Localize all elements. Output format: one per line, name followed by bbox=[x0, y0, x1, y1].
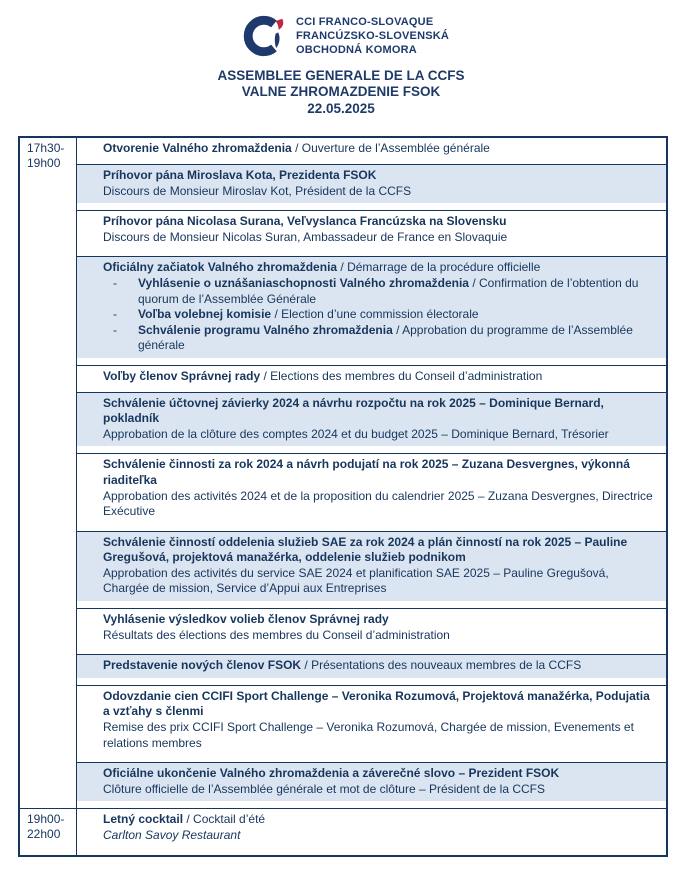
bullet-marker: - bbox=[113, 322, 117, 337]
agenda-row-official-start bbox=[77, 256, 666, 365]
agenda-row-new-members bbox=[77, 654, 666, 685]
bullet-slovak: Vyhlásenie o uznášaniaschopnosti Valného zhromaždenia bbox=[138, 275, 469, 290]
agenda-row-opening bbox=[77, 138, 666, 164]
agenda-item bbox=[77, 532, 666, 601]
agenda-item-slovak: Vyhlásenie výsledkov volieb členov Správnej rady bbox=[103, 612, 389, 627]
event-date: 22.05.2025 bbox=[307, 100, 375, 116]
bullet-text bbox=[138, 276, 656, 307]
event-title-sk: VALNE ZHROMAZDENIE FSOK bbox=[241, 84, 441, 100]
bullet-item-quorum bbox=[113, 276, 656, 307]
time-end: 19h00 bbox=[27, 155, 61, 170]
bullet-text bbox=[138, 323, 656, 354]
agenda-item-french: / Présentations des nouveaux membres de la CCFS bbox=[304, 658, 582, 673]
time-start: 17h30- bbox=[27, 141, 65, 156]
bullet-french: / Election d’une commission électorale bbox=[274, 307, 479, 322]
agenda-item-french: Approbation de la clôture des comptes 2024 et du budget 2025 – Dominique Bernard, Trésorier bbox=[103, 426, 609, 441]
agenda-item-slovak: Predstavenie nových členov FSOK bbox=[103, 658, 302, 673]
agenda-group-evening-session bbox=[20, 138, 666, 808]
bullet-slovak: Schválenie programu Valného zhromaždenia bbox=[138, 322, 393, 337]
agenda-item-french: / Ouverture de l’Assemblée générale bbox=[295, 141, 490, 156]
bullet-text bbox=[138, 307, 656, 323]
agenda-row-election-results bbox=[77, 608, 666, 654]
agenda-item-french: Discours de Monsieur Miroslav Kot, Président de la CCFS bbox=[103, 183, 412, 198]
agenda-row-closing bbox=[77, 762, 666, 808]
agenda-row-president-speech bbox=[77, 164, 666, 210]
agenda-row-activities-approval bbox=[77, 453, 666, 530]
agenda-item bbox=[77, 763, 666, 801]
logo-line-3: OBCHODNÁ KOMORA bbox=[295, 44, 417, 57]
bullet-item-commission bbox=[113, 307, 656, 323]
bullet-french: / Confirmation de l’obtention du quorum de l’Assemblée Générale bbox=[138, 275, 639, 306]
agenda-item-slovak: Príhovor pána Miroslava Kota, Prezidenta FSOK bbox=[103, 168, 377, 182]
agenda-item-french: Approbation des activités 2024 et de la proposition du calendrier 2025 – Zuzana Desvergnes, Directrice Exécutive bbox=[103, 488, 653, 519]
agenda-item bbox=[77, 454, 666, 523]
agenda-item-slovak: Príhovor pána Nicolasa Surana, Veľvyslanca Francúzska na Slovensku bbox=[103, 214, 507, 229]
bullet-item-programme bbox=[113, 323, 656, 354]
agenda-item-french: Remise des prix CCIFI Sport Challenge – Veronika Rozumová, Chargée de mission, Evenements et relations membres bbox=[103, 720, 634, 750]
agenda-item-intro bbox=[103, 260, 656, 276]
agenda-item-french: Approbation des activités du service SAE 2024 et planification SAE 2025 – Pauline Gregušová, Chargée de mission, Service d’Appui aux Entreprises bbox=[103, 565, 609, 596]
agenda-row-cocktail bbox=[77, 809, 666, 854]
agenda-item bbox=[77, 609, 666, 647]
agenda-item bbox=[77, 655, 666, 678]
time-cell bbox=[20, 809, 77, 854]
bullet-french: / Approbation du programme de l’Assemblée générale bbox=[138, 322, 633, 353]
agenda-row-ambassador-speech bbox=[77, 210, 666, 256]
agenda-item-french: / Cocktail d’été bbox=[186, 812, 266, 827]
agenda-item-slovak: Otvorenie Valného zhromaždenia bbox=[103, 141, 292, 156]
agenda-rows bbox=[77, 138, 666, 808]
agenda-item bbox=[77, 809, 666, 847]
agenda-item-slovak: Schválenie účtovnej závierky 2024 a návrhu rozpočtu na rok 2025 – Dominique Bernard, pokladník bbox=[103, 395, 604, 426]
agenda-item bbox=[77, 165, 666, 203]
agenda-rows bbox=[77, 809, 666, 854]
agenda-row-sae-approval bbox=[77, 531, 666, 608]
event-title-fr: ASSEMBLEE GENERALE DE LA CCFS bbox=[217, 68, 465, 83]
agenda-item-french: Résultats des élections des membres du Conseil d’administration bbox=[103, 627, 450, 642]
bullet-marker: - bbox=[113, 307, 117, 322]
agenda-item-slovak: Oficiálne ukončenie Valného zhromaždenia a záverečné slovo – Prezident FSOK bbox=[103, 766, 560, 781]
agenda-item bbox=[77, 686, 666, 755]
agenda-item-slovak: Voľby členov Správnej rady bbox=[103, 368, 261, 383]
agenda-row-board-elections bbox=[77, 365, 666, 392]
agenda-row-accounts-approval bbox=[77, 392, 666, 454]
agenda-item bbox=[77, 393, 666, 447]
agenda-item-french: Clôture officielle de l’Assemblée générale et mot de clôture – Président de la CCFS bbox=[103, 781, 546, 796]
agenda-item-french: / Démarrage de la procédure officielle bbox=[340, 260, 541, 275]
agenda-item-french: Discours de Monsieur Nicolas Suran, Ambassadeur de France en Slovaquie bbox=[103, 229, 508, 244]
bullet-marker: - bbox=[113, 275, 117, 290]
bullet-slovak: Voľba volebnej komisie bbox=[138, 307, 272, 322]
time-end: 22h00 bbox=[27, 826, 61, 841]
agenda-item-slovak: Letný cocktail bbox=[103, 812, 184, 827]
logo-wordmark bbox=[296, 15, 449, 58]
agenda-item bbox=[77, 211, 666, 249]
cci-monogram-icon bbox=[243, 13, 289, 59]
logo-line-2: FRANCÚZSKO-SLOVENSKÁ bbox=[295, 29, 450, 42]
time-cell bbox=[20, 138, 77, 808]
agenda-group-cocktail bbox=[20, 808, 666, 854]
agenda-item-french: / Elections des membres du Conseil d’administration bbox=[263, 368, 543, 383]
agenda-row-sport-challenge bbox=[77, 685, 666, 762]
agenda-item-slovak: Schválenie činnosti za rok 2024 a návrh podujatí na rok 2025 – Zuzana Desvergnes, výkonná riaditeľka bbox=[103, 457, 630, 487]
agenda-item-slovak: Oficiálny začiatok Valného zhromaždenia bbox=[103, 260, 338, 275]
document-title-block bbox=[0, 68, 682, 117]
chamber-logo bbox=[10, 13, 682, 59]
agenda-item bbox=[77, 138, 666, 161]
agenda-item-slovak: Odovzdanie cien CCIFI Sport Challenge – Veronika Rozumová, Projektová manažérka, Podujatia a vzťahy s členmi bbox=[103, 688, 650, 719]
venue-name: Carlton Savoy Restaurant bbox=[103, 828, 241, 842]
logo-line-1: CCI FRANCO-SLOVAQUE bbox=[295, 15, 434, 28]
time-start: 19h00- bbox=[27, 812, 65, 827]
agenda-item bbox=[77, 366, 666, 389]
agenda-table bbox=[18, 136, 668, 856]
agenda-item bbox=[77, 257, 666, 358]
agenda-item-slovak: Schválenie činností oddelenia služieb SAE za rok 2024 a plán činností na rok 2025 – Pauline Gregušová, projektová manažérka, oddelenie služieb podnikom bbox=[103, 534, 628, 565]
